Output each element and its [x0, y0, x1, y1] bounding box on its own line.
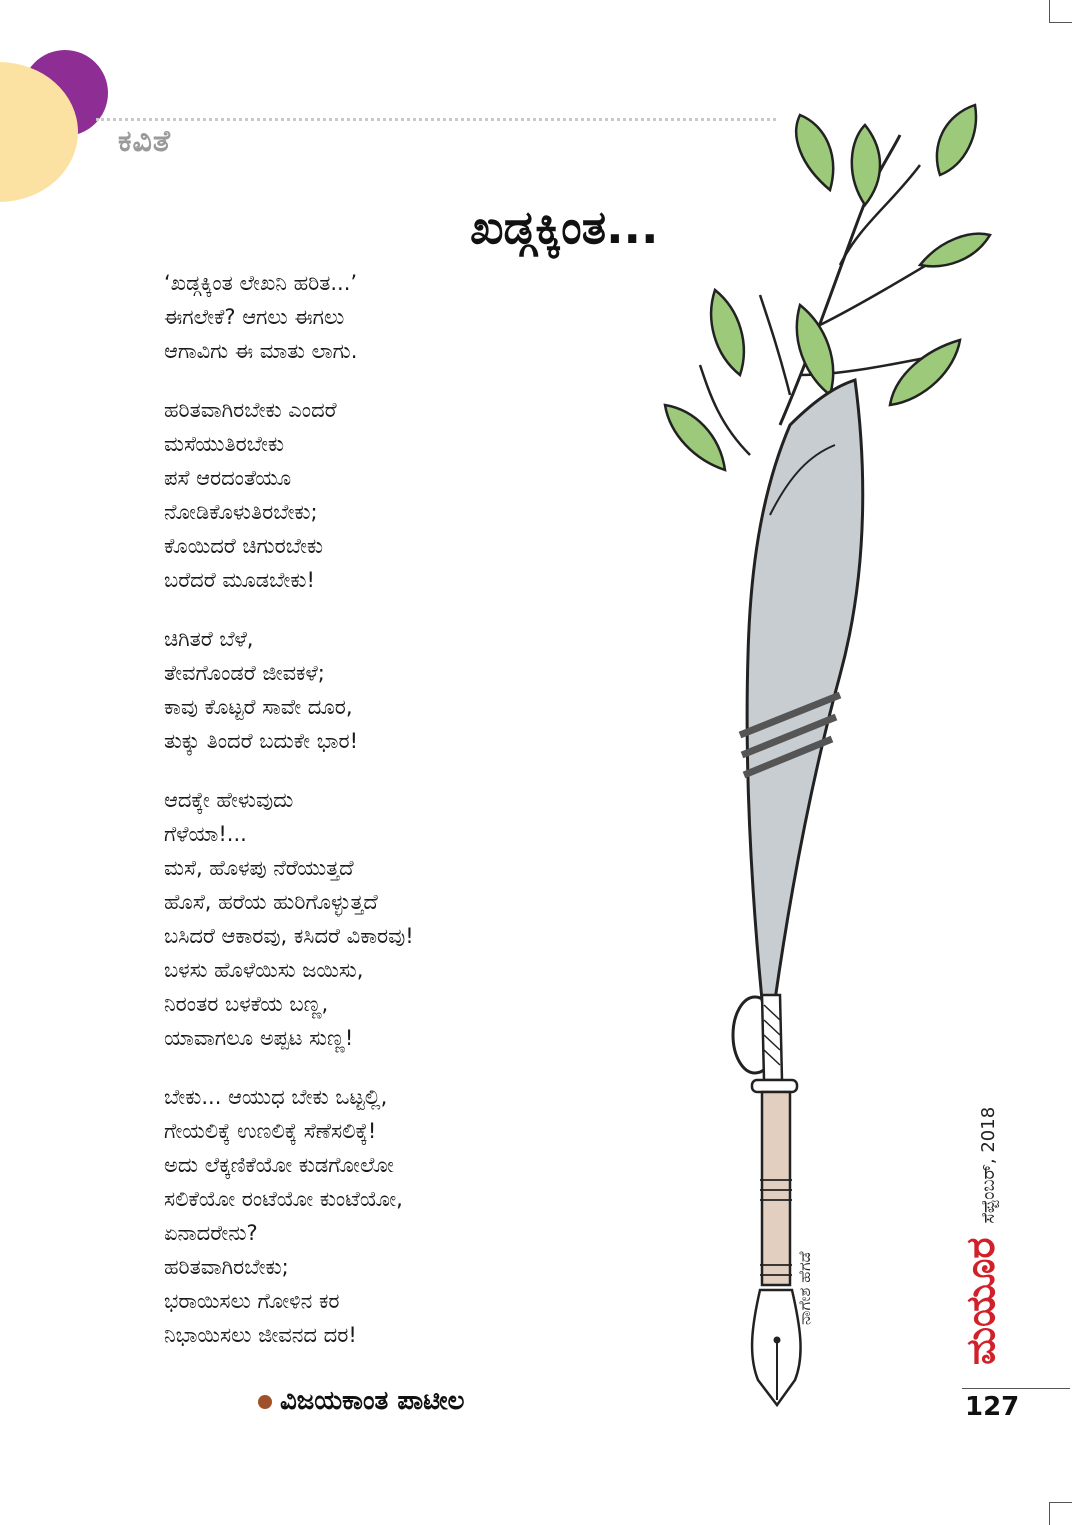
poem-stanza — [164, 393, 524, 597]
poem-stanza — [164, 622, 524, 758]
masthead — [958, 1107, 1004, 1365]
poem-line: ನೋಡಿಕೊಳುತಿರಬೇಕು; — [164, 500, 318, 524]
poem-line: ಏನಾದರೇನು? — [164, 1221, 258, 1245]
section-label: ಕವಿತೆ — [118, 124, 171, 159]
poem-line: ತುಕ್ಕು ತಿಂದರೆ ಬದುಕೇ ಭಾರ! — [164, 729, 358, 753]
poem-line: ಅದು ಲೆಕ್ಕಣಿಕೆಯೋ ಕುಡಗೋಲೋ — [164, 1153, 394, 1177]
magazine-name: ಮಯೂರ — [958, 1237, 1004, 1365]
leaf — [711, 290, 744, 375]
poem-line: ಭರಾಯಿಸಲು ಗೋಳಿನ ಕರ — [164, 1289, 340, 1313]
footer-rule — [962, 1388, 1070, 1389]
nib-hole — [774, 1337, 781, 1344]
poem-body — [164, 266, 524, 1377]
poem-stanza — [164, 1080, 524, 1352]
guard-collar — [752, 1080, 797, 1092]
poem-line: ಮಸೆಯುತಿರಬೇಕು — [164, 432, 285, 456]
poem-line: ತೇವಗೊಂಡರೆ ಜೀವಕಳೆ; — [164, 661, 325, 685]
bullet-dot — [258, 1395, 272, 1409]
branch-stem — [780, 135, 900, 425]
poem-line: ಬಳಸು ಹೊಳೆಯಿಸು ಜಯಿಸು, — [164, 958, 364, 982]
branch-twig — [760, 295, 790, 395]
crop-mark-top-right — [1049, 0, 1072, 23]
poem-line: ಯಾವಾಗಲೂ ಅಪ್ಪಟ ಸುಣ್ಣ! — [164, 1026, 354, 1050]
poem-line: ಹರಿತವಾಗಿರಬೇಕು; — [164, 1255, 289, 1279]
blade — [747, 380, 863, 1000]
branch-twig — [840, 165, 920, 265]
poem-line: ಮಸೆ, ಹೊಳಪು ನೆರೆಯುತ್ತದೆ — [164, 856, 354, 880]
leaf — [797, 305, 833, 395]
leaf — [920, 234, 990, 267]
poem-line: ಕೊಯಿದರೆ ಚಿಗುರಬೇಕು — [164, 534, 324, 558]
poem-line: ಆಗಾವಿಗು ಈ ಮಾತು ಲಾಗು. — [164, 339, 358, 363]
poem-line: ಗೆಳೆಯಾ!... — [164, 822, 247, 846]
poem-line: ಬೇಕು... ಆಯುಧ ಬೇಕು ಒಟ್ಟಲ್ಲಿ, — [164, 1085, 388, 1109]
poem-line: ಕಾವು ಕೊಟ್ಟರೆ ಸಾವೇ ದೂರ, — [164, 695, 353, 719]
guard-wrap — [762, 995, 782, 1080]
issue-date: ಸೆಪ್ಟೆಂಬರ್, 2018 — [978, 1106, 999, 1224]
poem-title: ಖಡ್ಗಕ್ಕಿಂತ... — [470, 200, 659, 254]
poem-line: ನಿರಂತರ ಬಳಕೆಯ ಬಣ್ಣ, — [164, 992, 329, 1016]
poem-line: ಸಲಿಕೆಯೋ ರಂಟೆಯೋ ಕುಂಟೆಯೋ, — [164, 1187, 403, 1211]
handle — [762, 1092, 790, 1285]
poem-line: ಚಿಗಿತರೆ ಬೆಳೆ, — [164, 627, 254, 651]
poem-line: ಈಗಲೇಕೆ? ಆಗಲು ಈಗಲು — [164, 305, 345, 329]
poem-line: ಆದಕ್ಕೇ ಹೇಳುವುದು — [164, 788, 294, 812]
leaf — [852, 125, 880, 205]
poem-line: ಹರಿತವಾಗಿರಬೇಕು ಎಂದರೆ — [164, 398, 337, 422]
poem-line: ಹೊಸೆ, ಹರೆಯ ಹುರಿಗೊಳ್ಳುತ್ತದೆ — [164, 890, 378, 914]
author-line — [258, 1386, 464, 1417]
poem-line: ಬಸಿದರೆ ಆಕಾರವು, ಕಸಿದರೆ ವಿಕಾರವು! — [164, 924, 414, 948]
poem-line: ಬರೆದರೆ ಮೂಡಬೇಕು! — [164, 568, 315, 592]
poem-line: ಪಸೆ ಆರದಂತೆಯೂ — [164, 466, 292, 490]
leaf — [665, 405, 725, 470]
poem-line: ‘ಖಡ್ಗಕ್ಕಿಂತ ಲೇಖನಿ ಹರಿತ...’ — [164, 271, 358, 295]
page-number: 127 — [965, 1392, 1020, 1422]
author-name: ವಿಜಯಕಾಂತ ಪಾಟೀಲ — [280, 1386, 465, 1416]
poem-line: ಗೇಯಲಿಕ್ಕೆ ಉಣಲಿಕ್ಕೆ ಸೆಣೆಸಲಿಕ್ಕೆ! — [164, 1119, 377, 1143]
leaf — [890, 340, 960, 405]
poem-line: ನಿಭಾಯಿಸಲು ಜೀವನದ ದರ! — [164, 1323, 357, 1347]
crop-mark-bottom-right — [1049, 1502, 1072, 1525]
poem-stanza — [164, 266, 524, 368]
leaf — [937, 105, 976, 175]
poem-stanza — [164, 783, 524, 1055]
leaf — [796, 115, 833, 190]
illustration-credit: ನಾಗೇಶ ಹೆಗಡೆ — [795, 1251, 814, 1325]
